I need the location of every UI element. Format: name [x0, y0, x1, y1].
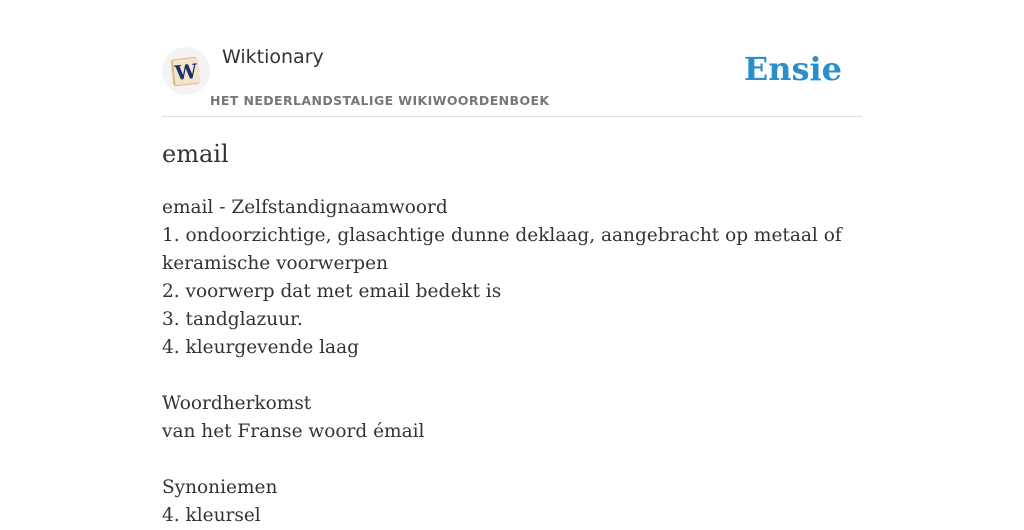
- definition-item: 2. voorwerp dat met email bedekt is: [162, 281, 502, 302]
- word-class: email - Zelfstandignaamwoord: [162, 197, 448, 218]
- entry-title: email: [162, 140, 229, 168]
- definition-item: 1. ondoorzichtige, glasachtige dunne deklaag, aangebracht op metaal of keramische voorwerpen: [162, 225, 842, 274]
- synonyms-heading: Synoniemen: [162, 477, 278, 498]
- source-subtitle: HET NEDERLANDSTALIGE WIKIWOORDENBOEK: [210, 93, 550, 108]
- etymology-text: van het Franse woord émail: [162, 421, 425, 442]
- wiktionary-tile-icon: [169, 54, 203, 88]
- source-name[interactable]: Wiktionary: [222, 46, 324, 68]
- ensie-brand-link[interactable]: Ensie: [743, 50, 842, 88]
- definition-item: 4. kleurgevende laag: [162, 337, 359, 358]
- entry-content: [162, 138, 862, 530]
- header: [162, 0, 862, 117]
- spacer: [162, 362, 862, 390]
- synonym-item: 4. kleursel: [162, 505, 261, 526]
- definition-item: 3. tandglazuur.: [162, 309, 303, 330]
- wiktionary-logo-icon[interactable]: [162, 47, 210, 95]
- svg-text:W: W: [173, 58, 199, 86]
- spacer: [162, 446, 862, 474]
- etymology-heading: Woordherkomst: [162, 393, 312, 414]
